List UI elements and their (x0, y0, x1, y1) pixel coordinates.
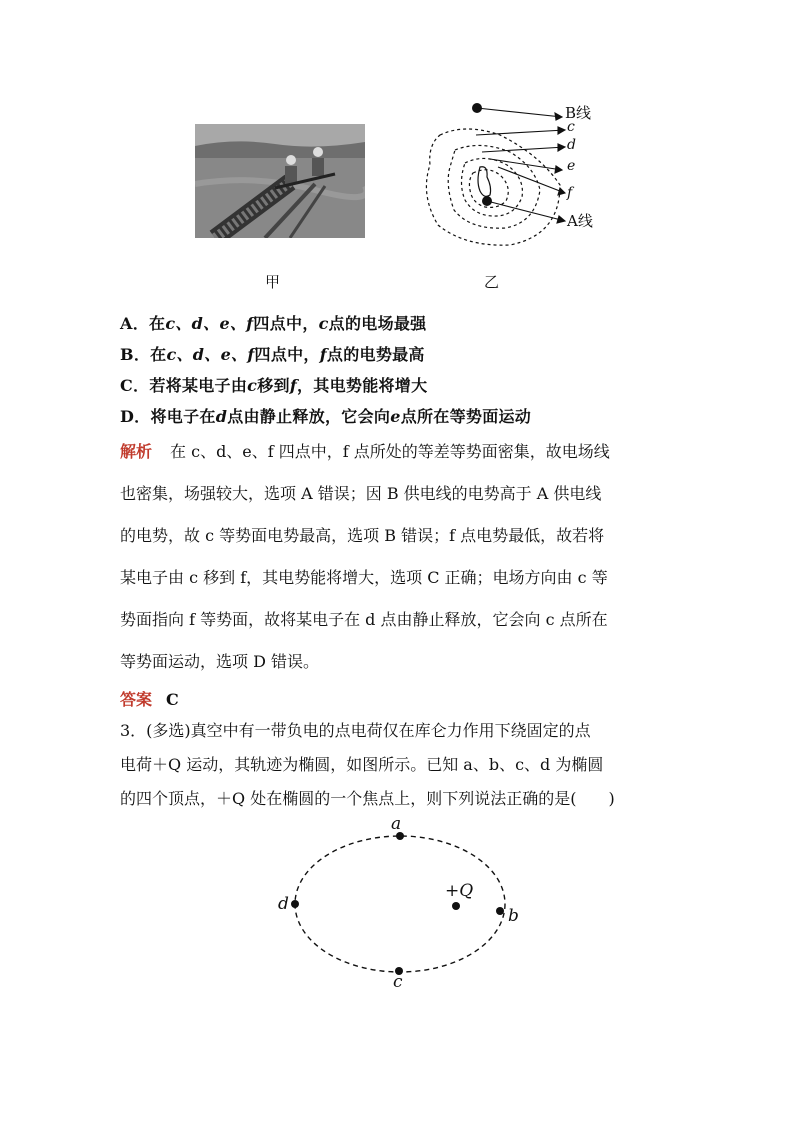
analysis-line: 势面指向 f 等势面，故将某电子在 d 点由静止释放，它会向 c 点所在 (120, 610, 608, 629)
label-c: c (567, 119, 575, 135)
point-b (496, 907, 504, 915)
ellipse-orbit-diagram (280, 820, 530, 1000)
power-line-photo (195, 124, 365, 238)
analysis-line: 的电势，故 c 等势面电势最高，选项 B 错误；f 点电势最低，故若将 (120, 526, 605, 545)
label-point-c: c (393, 972, 403, 992)
charged-region (478, 167, 491, 197)
question3-line: 的四个顶点，＋Q 处在椭圆的一个焦点上，则下列说法正确的是( ) (120, 789, 615, 808)
label-b-line: B线 (565, 104, 592, 122)
answer-tag: 答案 (120, 690, 153, 709)
label-point-a: a (391, 814, 402, 834)
label-d: d (567, 137, 576, 153)
question3-line: 电荷＋Q 运动，其轨迹为椭圆，如图所示。已知 a、b、c、d 为椭圆 (120, 755, 604, 774)
option-b: B．在c、d、e、f四点中，f点的电势最高 (120, 345, 425, 364)
analysis-line: 在 c、d、e、f 四点中，f 点所处的等差等势面密集，故电场线 (170, 442, 610, 461)
label-a-line: A线 (567, 212, 593, 230)
point-d (291, 900, 299, 908)
answer-value: C (166, 690, 179, 709)
analysis-line: 某电子由 c 移到 f，其电势能将增大，选项 C 正确；电场方向由 c 等 (120, 568, 608, 587)
figure-caption-right: 乙 (484, 273, 500, 291)
option-a: A．在c、d、e、f四点中，c点的电场最强 (120, 314, 427, 333)
equipotential-d (448, 145, 540, 228)
answer (120, 687, 179, 710)
analysis-line: 也密集，场强较大，选项 A 错误；因 B 供电线的电势高于 A 供电线 (120, 484, 602, 503)
option-d: D．将电子在d点由静止释放，它会向e点所在等势面运动 (120, 407, 532, 426)
label-e: e (567, 158, 576, 174)
label-f: f (567, 185, 573, 201)
label-point-d: d (278, 894, 289, 914)
analysis-line: 等势面运动，选项 D 错误。 (120, 652, 320, 671)
analysis-tag: 解析 (120, 442, 153, 461)
point-q (452, 902, 460, 910)
label-point-q: +Q (445, 881, 474, 901)
label-point-b: b (508, 906, 519, 926)
orbit-ellipse (295, 836, 505, 972)
option-c: C．若将某电子由c移到f，其电势能将增大 (120, 376, 428, 395)
question3-line: 3．(多选)真空中有一带负电的点电荷仅在库仑力作用下绕固定的点 (120, 721, 591, 740)
figure-caption-left: 甲 (265, 273, 281, 291)
